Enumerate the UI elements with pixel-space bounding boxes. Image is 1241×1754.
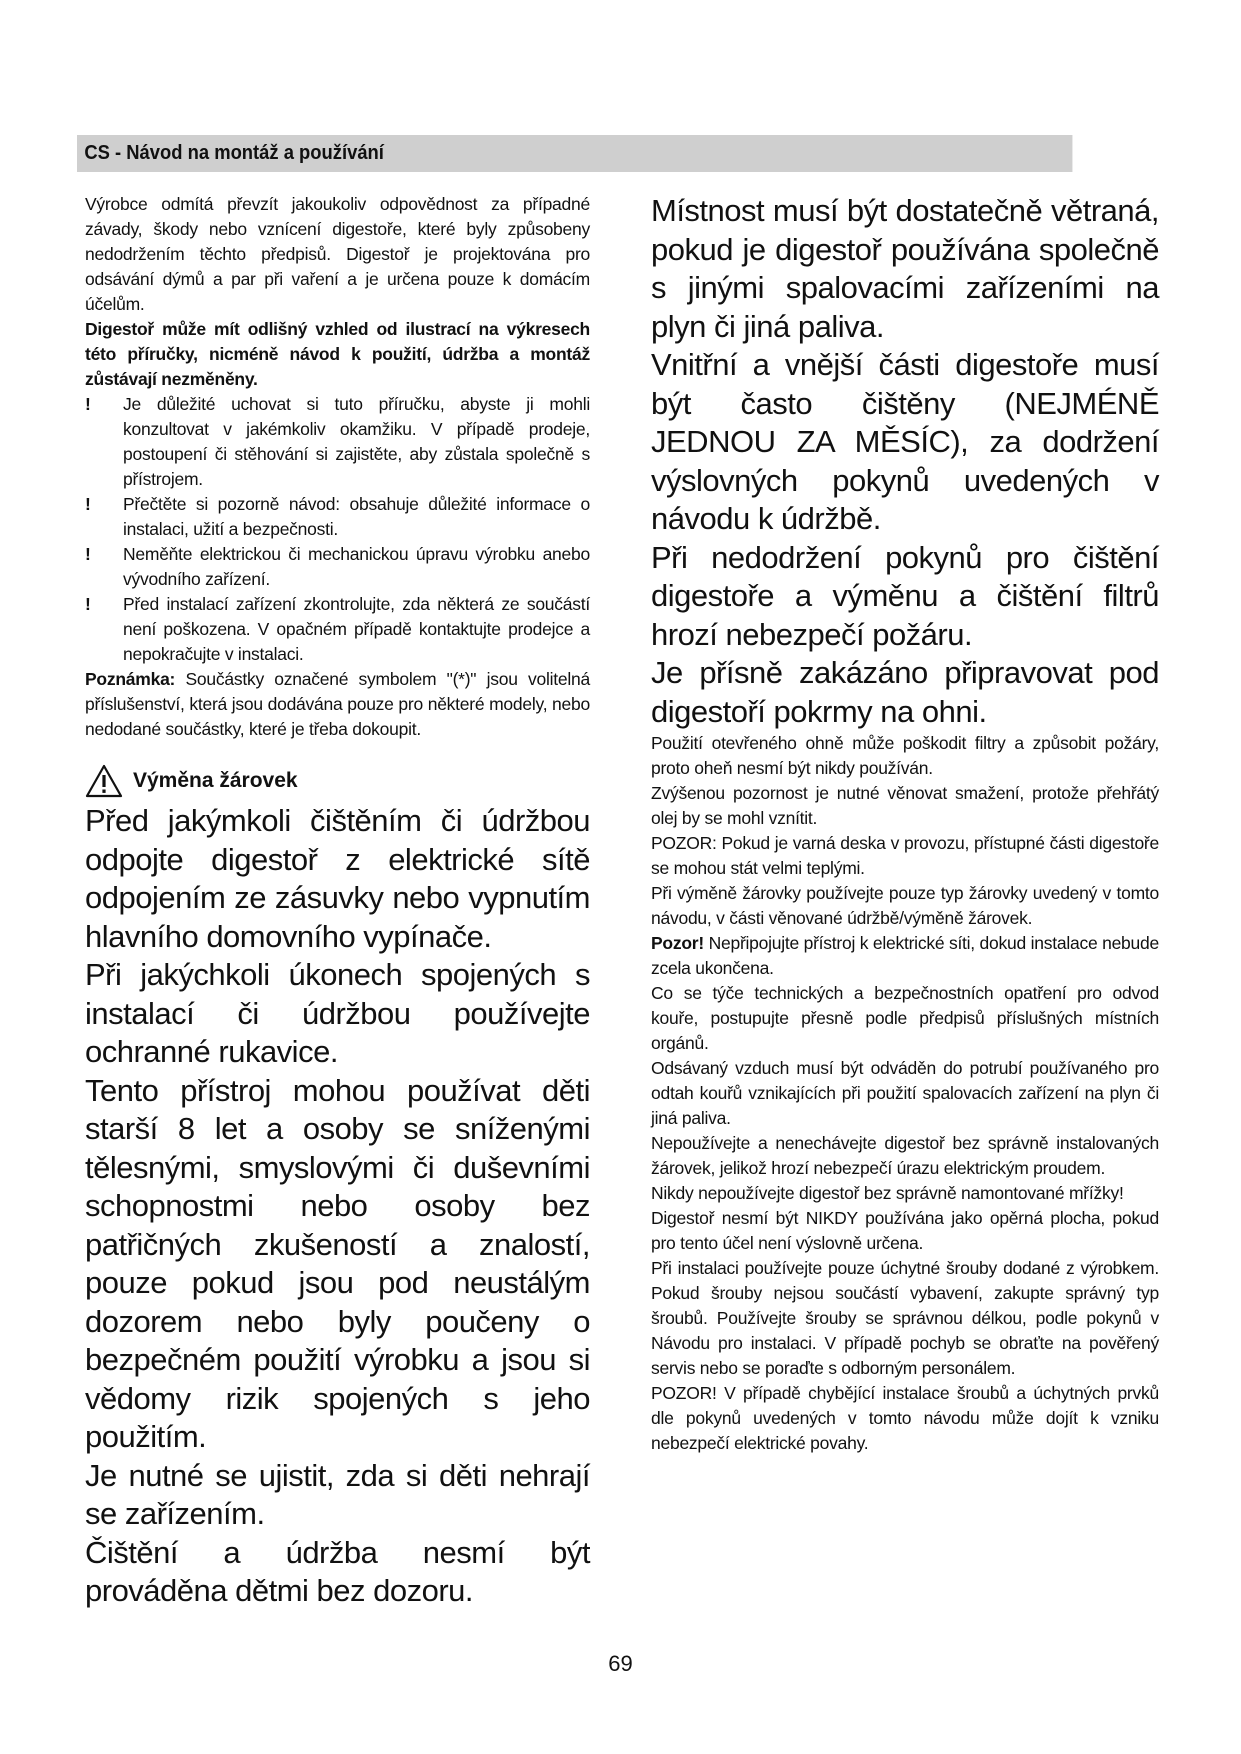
big-paragraph: Při jakýchkoli úkonech spojených s instalací či údržbou používejte ochranné rukavice. xyxy=(85,957,590,1069)
warning-heading xyxy=(85,764,590,798)
big-paragraph: Tento přístroj mohou používat děti starší 8 let a osoby se sníženými tělesnými, smyslovými či duševními schopnostmi nebo osoby bez patřičných zkušeností a znalostí, pouze pokud jsou pod neustálým dozorem nebo byly poučeny o bezpečném použití výrobku a jsou si vědomy rizik spojených s jeho použitím. xyxy=(85,1072,590,1454)
note-paragraph xyxy=(85,667,590,742)
big-paragraph: Před jakýmkoli čištěním či údržbou odpojte digestoř z elektrické sítě odpojením ze zásuvky nebo vypnutím hlavního domovního vypínače. xyxy=(85,803,590,954)
big-paragraph: Čištění a údržba nesmí být prováděna dětmi bez dozoru. xyxy=(85,1534,590,1608)
note-text: Součástky označené symbolem "(*)" jsou volitelná příslušenství, která jsou dodávána pouze pro některé modely, nebo nedodané součástky, které je třeba dokoupit. xyxy=(85,669,590,739)
bullet-mark: ! xyxy=(85,394,91,414)
bullet-text: Před instalací zařízení zkontrolujte, zda některá ze součástí není poškozena. V opačném případě kontaktujte prodejce a nepokračujte v instalaci. xyxy=(123,594,590,664)
bullet-text: Je důležité uchovat si tuto příručku, abyste ji mohli konzultovat v jakémkoliv okamžiku. V případě prodeje, postoupení či stěhování si zajistěte, aby zůstala společně s přístrojem. xyxy=(123,394,590,489)
bullet-item xyxy=(85,592,590,667)
note-label: Poznámka: xyxy=(85,669,176,689)
paragraph xyxy=(651,931,1159,981)
paragraph: Odsávaný vzduch musí být odváděn do potrubí používaného pro odtah kouřů vznikajících při použití spalovacích zařízení na plyn či jiná paliva. xyxy=(651,1058,1159,1128)
big-paragraph: Vnitřní a vnější části digestoře musí být často čištěny (NEJMÉNĚ JEDNOU ZA MĚSÍC), za dodržení výslovných pokynů uvedených v návodu k údržbě. xyxy=(651,347,1159,536)
caution-text: Nepřipojujte přístroj k elektrické síti, dokud instalace nebude zcela ukončena. xyxy=(651,933,1159,978)
bullet-text: Přečtěte si pozorně návod: obsahuje důležité informace o instalaci, užití a bezpečnosti. xyxy=(123,494,590,539)
paragraph: Co se týče technických a bezpečnostních opatření pro odvod kouře, postupujte přesně podle předpisů příslušných místních orgánů. xyxy=(651,983,1159,1053)
bullet-item xyxy=(85,542,590,592)
paragraph: Při instalaci používejte pouze úchytné šrouby dodané z výrobkem. Pokud šrouby nejsou součástí vybavení, zakupte správný typ šroubů. Používejte šrouby se správnou délkou, podle pokynů v Návodu pro instalaci. V případě pochyb se obraťte na pověřený servis nebo se poraďte s odborným personálem. xyxy=(651,1258,1159,1378)
bullet-mark: ! xyxy=(85,544,91,564)
bullet-item xyxy=(85,492,590,542)
warning-title: Výměna žárovek xyxy=(133,769,298,792)
right-column xyxy=(651,192,1159,1456)
section-title: CS - Návod na montáž a používání xyxy=(84,142,384,164)
appearance-note: Digestoř může mít odlišný vzhled od ilustrací na výkresech této příručky, nicméně návod k použití, údržba a montáž zůstávají nezměněny. xyxy=(85,319,590,389)
bullet-item xyxy=(85,392,590,492)
section-header xyxy=(77,135,1072,172)
bullet-text: Neměňte elektrickou či mechanickou úpravu výrobku anebo vývodního zařízení. xyxy=(123,544,590,589)
paragraph: Digestoř nesmí být NIKDY používána jako opěrná plocha, pokud pro tento účel není výslovně určena. xyxy=(651,1208,1159,1253)
left-column xyxy=(85,192,590,1611)
big-paragraph: Při nedodržení pokynů pro čištění digestoře a výměnu a čištění filtrů hrozí nebezpečí požáru. xyxy=(651,539,1159,652)
paragraph: Zvýšenou pozornost je nutné věnovat smažení, protože přehřátý olej by se mohl vznítit. xyxy=(651,783,1159,828)
big-paragraph: Je nutné se ujistit, zda si děti nehrají se zařízením. xyxy=(85,1457,590,1531)
intro-paragraph: Výrobce odmítá převzít jakoukoliv odpovědnost za případné závady, škody nebo vznícení digestoře, které byly způsobeny nedodržením těchto předpisů. Digestoř je projektována pro odsávání dýmů a par při vaření a je určena pouze k domácím účelům. xyxy=(85,194,590,314)
big-paragraph: Místnost musí být dostatečně větraná, pokud je digestoř používána společně s jinými spalovacími zařízeními na plyn či jiná paliva. xyxy=(651,193,1159,344)
paragraph: Nikdy nepoužívejte digestoř bez správně namontované mřížky! xyxy=(651,1183,1124,1203)
bullet-mark: ! xyxy=(85,594,91,614)
bullet-mark: ! xyxy=(85,494,91,514)
paragraph: Při výměně žárovky používejte pouze typ žárovky uvedený v tomto návodu, v části věnované údržbě/výměně žárovek. xyxy=(651,883,1159,928)
caution-label: Pozor! xyxy=(651,933,704,953)
page-number: 69 xyxy=(608,1651,633,1676)
warning-triangle-icon xyxy=(85,764,123,798)
paragraph: Nepoužívejte a nenechávejte digestoř bez správně instalovaných žárovek, jelikož hrozí nebezpečí úrazu elektrickým proudem. xyxy=(651,1133,1159,1178)
paragraph: POZOR: Pokud je varná deska v provozu, přístupné části digestoře se mohou stát velmi teplými. xyxy=(651,833,1159,878)
paragraph: Použití otevřeného ohně může poškodit filtry a způsobit požáry, proto oheň nesmí být nikdy používán. xyxy=(651,733,1159,778)
paragraph: POZOR! V případě chybějící instalace šroubů a úchytných prvků dle pokynů uvedených v tomto návodu může dojít k vzniku nebezpečí elektrické povahy. xyxy=(651,1383,1159,1453)
big-paragraph: Je přísně zakázáno připravovat pod digestoří pokrmy na ohni. xyxy=(651,655,1159,729)
